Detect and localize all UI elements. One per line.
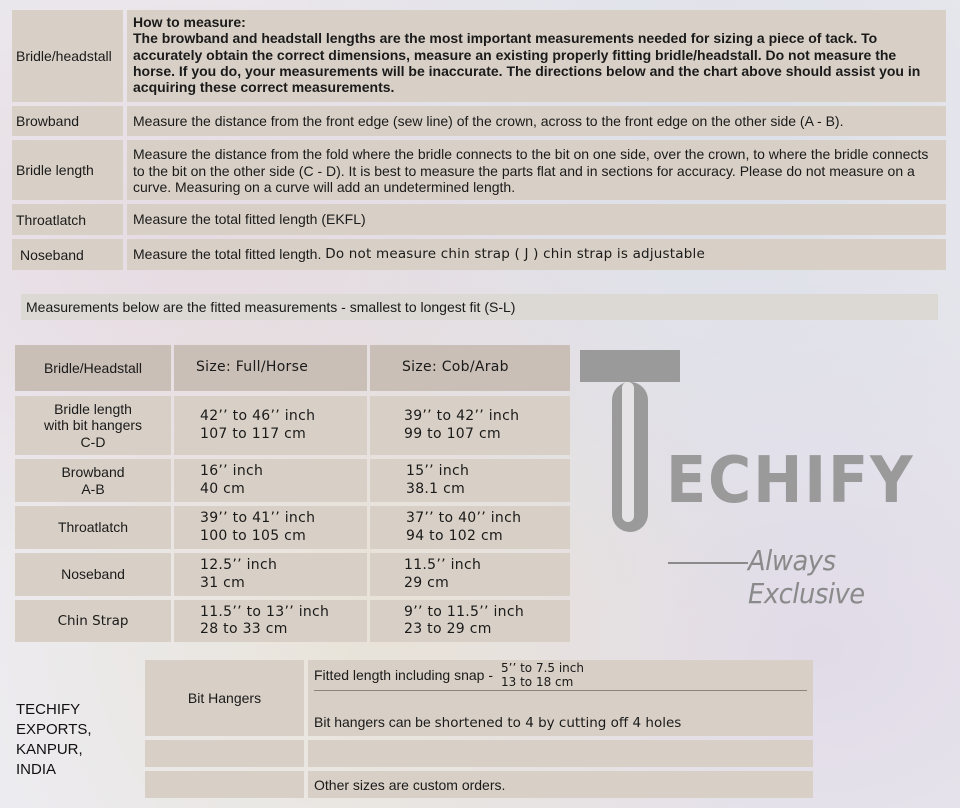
bit-hangers-shorten-b: shortened to 4 by cutting off 4 holes xyxy=(434,715,682,731)
company-country: INDIA xyxy=(16,761,57,778)
bit-hangers-empty-left xyxy=(145,740,304,767)
size-value-inch: 39’’ to 42’’ inch xyxy=(404,408,520,424)
guide-label-browband: Browband xyxy=(12,106,123,136)
noseband-text-b: Do not measure chin strap ( J ) chin strap is adjustable xyxy=(325,246,705,263)
company-city: KANPUR, xyxy=(16,741,83,758)
size-cob-browband xyxy=(370,459,570,502)
bit-hangers-shorten xyxy=(314,714,681,731)
size-row-label-chin-strap xyxy=(15,600,171,642)
guide-text-throatlatch: Measure the total fitted length (EKFL) xyxy=(127,204,946,235)
size-cob-chin-strap xyxy=(370,600,570,642)
size-row-label-line: Chin Strap xyxy=(57,612,129,629)
size-value-cm: 29 cm xyxy=(404,574,450,591)
size-value-inch: 16’’ inch xyxy=(200,463,264,479)
size-row-label-bridle-length xyxy=(15,396,171,455)
size-full-noseband xyxy=(174,553,367,596)
size-row-label-line: Throatlatch xyxy=(57,519,129,536)
size-full-throatlatch xyxy=(174,506,367,549)
bit-hangers-fitted xyxy=(314,663,584,687)
size-row-label-line: Bridle length xyxy=(54,400,132,417)
size-row-label-line: Browband xyxy=(61,464,125,480)
size-row-label-line: with bit hangers xyxy=(43,417,143,434)
guide-text-browband: Measure the distance from the front edge (sew line) of the crown, across to the front edge on the other side (A - B). xyxy=(127,106,946,136)
guide-label-bridle-length: Bridle length xyxy=(12,140,123,200)
techify-logo xyxy=(578,348,948,610)
size-full-chin-strap xyxy=(174,600,367,642)
company-address xyxy=(16,700,92,780)
size-value-inch: 12.5’’ inch xyxy=(200,557,278,573)
fitted-note: Measurements below are the fitted measurements - smallest to longest fit (S-L) xyxy=(21,294,938,320)
size-full-bridle-length xyxy=(174,396,367,455)
size-value-inch: 9’’ to 11.5’’ inch xyxy=(404,603,525,620)
bit-hangers-custom-cell: Other sizes are custom orders. xyxy=(308,771,813,798)
size-value-cm: 99 to 107 cm xyxy=(404,425,501,442)
size-row-label-line: C-D xyxy=(80,433,106,450)
size-cob-noseband xyxy=(370,553,570,596)
size-value-inch: 42’’ to 46’’ inch xyxy=(200,408,316,424)
size-row-label-noseband xyxy=(15,553,171,596)
size-header-bridle: Bridle/Headstall xyxy=(15,345,171,391)
how-to-measure-text: The browband and headstall lengths are the most important measurements needed for sizing a piece of tack. To accurately obtain the correct dimensions, measure an existing properly fitting bridle/headstall. Do not measure the horse. If you do, your measurements will be inaccurate. The directions below and the chart above should assist you in acquiring these correct measurements. xyxy=(133,30,921,96)
bit-hangers-fitted-values xyxy=(501,661,584,689)
bit-hangers-shorten-a: Bit hangers can be xyxy=(314,714,431,730)
size-cob-throatlatch xyxy=(370,506,570,549)
size-value-cm: 38.1 cm xyxy=(406,480,466,497)
size-value-cm: 31 cm xyxy=(200,574,246,591)
size-value-inch: 11.5’’ to 13’’ inch xyxy=(200,603,330,620)
size-row-label-browband xyxy=(15,459,171,502)
bit-hangers-details xyxy=(308,660,813,736)
bit-hangers-cm: 13 to 18 cm xyxy=(501,675,574,689)
how-to-measure-heading: How to measure: xyxy=(133,14,246,30)
techify-tagline: Always Exclusive xyxy=(748,544,865,610)
guide-text-noseband xyxy=(127,239,946,270)
guide-label-bridle-headstall: Bridle/headstall xyxy=(12,10,123,102)
size-header-full: Size: Full/Horse xyxy=(174,345,367,391)
bit-hangers-empty-right xyxy=(308,740,813,767)
size-value-cm: 94 to 102 cm xyxy=(406,527,503,544)
size-row-label-throatlatch xyxy=(15,506,171,549)
how-to-measure-cell xyxy=(127,10,946,102)
size-value-inch: 37’’ to 40’’ inch xyxy=(406,510,522,526)
size-row-label-line: A-B xyxy=(81,480,105,497)
size-value-cm: 107 to 117 cm xyxy=(200,425,307,442)
size-value-inch: 39’’ to 41’’ inch xyxy=(200,510,316,526)
noseband-text-a: Measure the total fitted length. xyxy=(133,246,322,263)
size-value-cm: 40 cm xyxy=(200,480,246,497)
techify-brand-text: ECHIFY xyxy=(666,444,915,518)
bit-hangers-custom-left xyxy=(145,771,304,798)
size-full-browband xyxy=(174,459,367,502)
company-line2: EXPORTS, xyxy=(16,721,92,738)
size-value-cm: 100 to 105 cm xyxy=(200,527,307,544)
size-header-cob: Size: Cob/Arab xyxy=(370,345,570,391)
size-value-cm: 28 to 33 cm xyxy=(200,621,288,637)
size-cob-bridle-length xyxy=(370,396,570,455)
company-name: TECHIFY xyxy=(16,701,81,718)
size-value-inch: 11.5’’ inch xyxy=(404,557,482,573)
guide-label-throatlatch: Throatlatch xyxy=(12,204,123,235)
bit-hangers-fitted-text: Fitted length including snap - xyxy=(314,667,493,683)
size-value-inch: 15’’ inch xyxy=(406,463,470,479)
size-row-label-line: Noseband xyxy=(61,566,125,583)
bit-hangers-inch: 5’’ to 7.5 inch xyxy=(501,661,584,675)
guide-label-noseband: Noseband xyxy=(12,239,123,270)
bit-hangers-divider xyxy=(314,690,807,691)
guide-text-bridle-length: Measure the distance from the fold where the bridle connects to the bit on one side, over the crown, to where the bridle connects to the bit on the other side (C - D). It is best to measure the parts flat and in sections for accuracy. Please do not measure on a curve. Measuring on a curve will add an undetermined length. xyxy=(127,140,946,200)
bit-hangers-label: Bit Hangers xyxy=(145,660,304,736)
size-value-cm: 23 to 29 cm xyxy=(404,621,492,637)
